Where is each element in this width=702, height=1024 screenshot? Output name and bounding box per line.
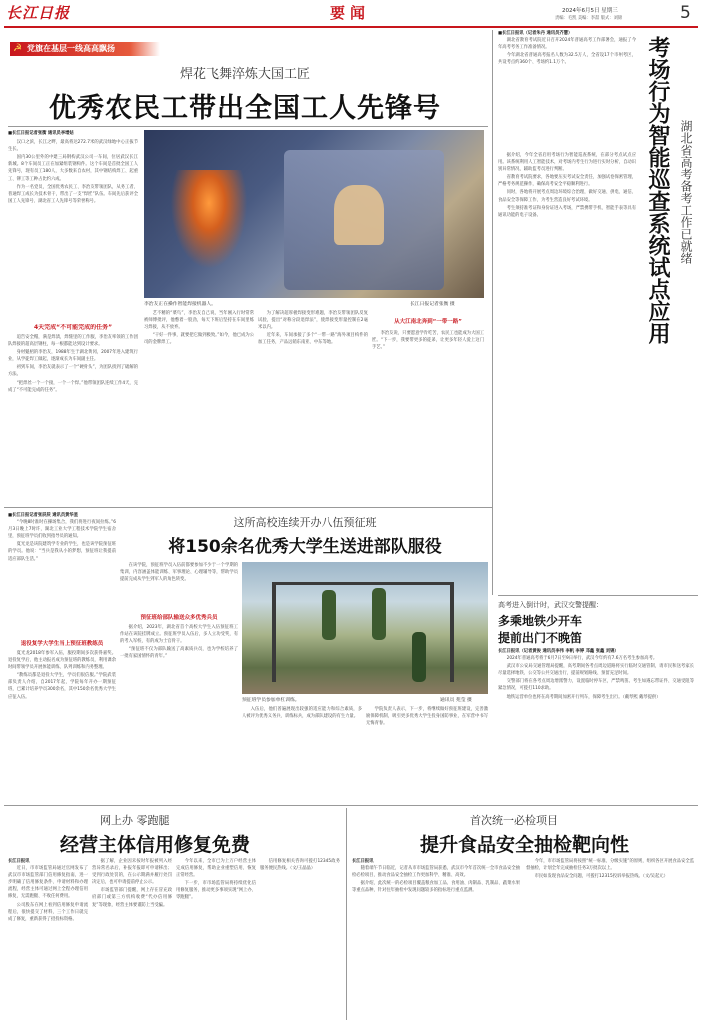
story2-column-1 [8,512,116,632]
story3-paragraph: 武汉市公安局交通管理局提醒，高考期间各考点周边道路将实行临时交通管制，请市民和送考家长尽量选择地铁、公交等公共交通出行，提前规划路线、预留充足时间。 [498,664,694,677]
right-story-paragraph: 今年湖北省普通高考报名人数为32.5万人，全省设17个市州考区，共设考点约360个、考场约1.1万个。 [498,53,636,66]
editor-credits: 责编：毛凯 美编：李喆 版式：刘锦 [555,16,623,21]
story2-column-3 [242,706,362,800]
story2-paragraph: 在该学院，预征班学员入伍前都要参加不少于一个学期的集训，内容涵盖体能训练、军事理论、心理辅导等，帮助学员提前完成从学生到军人的角色转变。 [120,563,238,583]
story2-column-2b [120,624,238,800]
story2-kicker: 这所高校连续开办八伍预征班 [233,516,377,529]
story1-paragraph: 李治友说，只要愿意学肯吃苦，农民工也能成为大国工匠。“下一步，我要带更多的徒弟，让更多年轻人爱上这门手艺。” [372,331,484,351]
story1-column-2 [144,310,254,504]
story4-column-4 [260,858,340,1020]
story1-column-1 [8,130,138,320]
story4-paragraph: 信用修复相关咨询可拨打12345政务服务便民热线。（文/王晶晶） [260,859,340,872]
story1-subheading-2: 从大江南北奔到“一带一路” [394,319,462,325]
story3-headline-2: 提前出门不晚笛 [498,631,583,645]
story2-paragraph: 据介绍，2023年，湖北省首个高校大学生入伍预征班工作站在该院挂牌成立。预征班学员入伍后，多人立功受奖，有的考入军校，有的成为士官骨干。 [120,625,238,645]
story2-column-2 [120,562,238,612]
story2-paragraph: 夏光龙2018年参军入伍，服役期间多次获得嘉奖。退役复学后，他主动报名成为预征班的教练员，利用课余时间带领学员开展体能训练、队列训练和内务整理。 [8,651,116,671]
story3-top-rule [498,595,698,596]
story4-column-1 [8,858,88,1020]
right-story-paragraph: 考生须持准考证和身份证进入考场，严禁携带手机、智能手表等具有通讯功能的电子设备。 [498,205,636,218]
story2-top-rule [4,507,492,508]
right-story-paragraph: 据介绍，今年全省启用考场行为智能巡查系统，在部分考点试点应用。该系统利用人工智能技术，对考场内考生行为进行实时分析，自动识别异常情况，辅助监考员进行判断。 [498,153,636,173]
story4-column-3 [176,858,256,1020]
story1-headline: 优秀农民工带出全国工人先锋号 [49,93,441,124]
story2-paragraph: 入伍后，他们普遍展现出较强的适应能力和综合素质，多人被评为优秀义务兵、训练标兵，成为部队建设的有生力量。 [242,707,362,720]
story1-paragraph: “干好一件事，就要把它做到极致。”如今，他已成为公司的金牌焊工。 [144,333,254,346]
story2-photo [242,562,488,694]
story2-subheading-2: 预征班给部队输送众多优秀兵员 [140,615,218,621]
story2-paragraph: 学院负责人表示，下一步，将继续做好预征班建设，完善激励保障机制，吸引更多优秀大学生投身国防事业，在军营中书写无悔青春。 [366,707,488,727]
story5-headline: 提升食品安全抽检靶向性 [420,834,630,856]
story4-top-rule [4,805,698,806]
right-story-column-2 [498,152,636,592]
right-story-subtitle: 湖北省高考备考工作已就绪 [679,120,693,264]
story1-paragraph: 身材魁梧的李治友，1988年生于湖北黄冈，2007年进入建筑行业，从学徒焊工做起，逐渐成长为车间副主任。 [8,350,138,363]
right-story-column-1 [498,30,636,150]
story2-paragraph: “教练员都是退役大学生，学员们很信服。”学院武装部负责人介绍，自2017年起，学院每年开办一期预征班，已累计培养学员300余名，其中150余名优秀大学生应征入伍。 [8,673,116,700]
story2-photo-caption: 预征班学员参加单杠训练。 [242,698,300,703]
story3-paragraph: 交警部门将在各考点周边增派警力，设置临时停车区，严禁鸣笛。考生如遇忘带证件、交通受阻等紧急情况，可拨打110求助。 [498,679,694,692]
story5-column-2 [526,858,694,1020]
right-story-vertical-divider [492,30,493,595]
story4-byline: 长江日报讯 [8,859,30,864]
story5-paragraph: 市民如发现食品安全问题，可拨打12315投诉举报热线。（文/吴起元） [534,874,668,880]
story1-paragraph: 初到车间，李治友就表示了一个“硬骨头”，为团队找到了破解的方法。 [8,365,138,378]
newspaper-logo: 长江日报 [6,4,71,22]
story2-headline: 将150余名优秀大学生送进部队服役 [168,537,442,557]
story1-column-1b [8,334,138,504]
story2-byline: ■长江日报记者张辰辰 通讯员黄华星 [8,513,79,518]
story5-paragraph: 今年，市市场监管局将按照“统一标准、分级实施”的原则，组织各区开展食品安全监督抽检，计划全年完成抽检任务3万批次以上。 [526,859,694,872]
story3-body [498,648,694,800]
story4-column-2 [92,858,172,1020]
story2-paragraph: 夏光龙是该院建筑学专业的学生，也是该学院预征班的学员。他说：“当兵是我从小的梦想，预征班让我提前适应部队生活。” [8,542,116,562]
story1-byline: ■长江日报记者张衡 通讯员李增姑 [8,131,74,136]
story4-kicker: 网上办 零跑腿 [100,814,170,827]
party-emblem-icon: ☭ [13,43,22,54]
story2-paragraph: “预征班不仅为部队输送了高素质兵员，也为学校培养了一批有家国情怀的青年。” [120,647,238,660]
story1-photo [144,130,484,298]
issue-date: 2024年6月5日 星期三 [562,8,618,14]
right-story-headline: 考场行为智能巡查系统试点应用 [645,36,670,344]
party-banner-label: 党旗在基层一线高高飘扬 [27,44,115,53]
story3-byline: 长江日报讯（记者黄俊 通讯员李伟 李帆 李婷 邓鑫 张鑫 刘锦） [498,649,619,654]
story1-divider [8,126,488,127]
story2-column-4 [366,706,488,800]
story1-paragraph: 追告安全帽，满是焊渍，焊缝里的工作服，李治友率领的工作团队焊接的超高层钢柱，每一根都能达到设计要求。 [8,335,138,348]
story1-paragraph: 为了解决超厚板焊接变形难题，李治友带领团队反复试验，提出“对称分段退焊法”，使焊接变形量控制在2毫米以内。 [258,311,368,331]
story4-paragraph: 今年以来，全市已为上万户经营主体完成信用修复，帮助企业重塑信用、恢复正常经营。 [176,859,256,879]
story4-paragraph: 下一步，市市场监管局将持续优化信用修复服务，推动更多事项实现“网上办、零跑腿”。 [176,881,256,901]
story3-kicker: 高考进入倒计时，武汉交警提醒： [498,601,603,609]
story1-paragraph: 汉口之滨，长江之畔，最高将达272.7米的武汉绿地中心正拔节生长。 [8,140,138,153]
story2-paragraph: “今晚8时准时在操场集合，我们将进行夜间拉练。”6月3日晚上7时许，湖北工业大学工程技术学院学生宿舍里，预征班学员们收到指导员的通知。 [8,520,116,540]
story4-paragraph: 公司股东在网上看到信用修复申请流程后，很快提交了材料，三个工作日就完成了修复，重新获得了招投标资格。 [8,902,88,922]
story4-paragraph: 近日，市市场监管局通过官网发布了武汉市市场监管部门信用修复指南，进一步明确了信用修复条件、申请材料和办理流程，经营主体可通过网上全程办理信用修复，无需跑腿、不收任何费用。 [8,866,88,900]
right-story-byline: ■长江日报讯（记者朱丹 通讯员齐慧） [498,31,573,36]
masthead-rule [4,26,698,28]
story1-column-4 [372,330,484,504]
story1-column-3 [258,310,368,504]
story1-paragraph: “把焊丝一个一个接，一个一个焊。”他带领团队连续工作4天，完成了“不可能完成的任务”。 [8,380,138,393]
story1-paragraph: 近年来，车间承接了多个“一带一路”海外项目构件的加工任务，产品远销东南亚、中东等地。 [258,333,368,346]
story5-paragraph: 据介绍，此次统一的必检项目覆盖粮食加工品、食用油、肉制品、乳制品、蔬菜水果等重点品种，针对往年抽检中发现问题较多的指标进行重点监测。 [352,881,520,894]
story1-paragraph: 作为一名党员，全国优秀农民工、李治友带领团队，从务工者、普通焊工成长为技术骨干，带出了一支“焊匠”队伍。车间先后获评全国工人先锋号、湖北省工人先锋号等荣誉称号。 [8,184,138,204]
story5-byline: 长江日报讯 [352,859,374,864]
story1-photo-credit: 长江日报记者张衡 摄 [410,302,455,307]
story4-headline: 经营主体信用修复免费 [60,834,251,856]
story1-paragraph: 国内30公里外的中建三局钢构武汉公司一车间，位居武汉长江新城。8个车间员工正在加紧组装钢构件。这个车间是首批全国工人先锋号，现有员工180人，大多数来自农村，其中钢结构焊工、起重工、铆工等工种占比约六成。 [8,155,138,182]
story2-column-1b [8,650,116,800]
masthead [0,0,702,26]
page-number: 5 [680,3,691,23]
story4-paragraph: 市场监管部门提醒，网上存在冒充政府部门或第三方机构收费“代办信用修复”等现象，经营主体要谨防上当受骗。 [92,888,172,908]
right-story-paragraph: 省教育考试院要求，各地要压实考试安全责任，加强试卷保密管理，严格考务规范操作，确保高考安全平稳顺利进行。 [498,175,636,188]
story3-headline-1: 多乘地铁少开车 [498,614,583,628]
story3-paragraph: 2024年普通高考将于6月7日至9日举行，武汉今年约有7.6万名考生参加高考。 [506,656,658,662]
story5-column-1 [352,858,520,1020]
story3-paragraph: 地铁运营单位也将在高考期间加密开行列车，保障考生出行。（戴琴熙 戴琴提供） [506,694,661,700]
story5-vertical-divider [346,808,347,1020]
right-story-paragraph: 湖北省教育考试院近日召开2024年普通高考工作部署会，通报了今年高考考务工作准备情况。 [498,38,636,51]
story4-paragraph: 据了解，企业因未按时年报被列入经营异常名录后，补报年报即可申请移出；受到行政处罚的，在公示期满并履行处罚决定后，也可申请提前停止公示。 [92,859,172,886]
right-story-paragraph: 同时，各地将开展考点周边环境综合治理，做好交通、供电、通信、食品安全等保障工作，为考生营造良好考试环境。 [498,190,636,203]
party-banner [10,42,160,56]
story1-kicker: 焊花飞舞淬炼大国工匠 [179,67,310,82]
story1-paragraph: 艺不精的“菜鸟”，李治友自己说，当年刚入行时常常被师傅批评，他憋着一股劲，每天下班后坚持在车间里练习焊接，从不放弃。 [144,311,254,331]
story2-photo-credit: 通讯员 苑莹 摄 [440,698,472,703]
story1-photo-caption: 李治友正在操作智能焊接机器人。 [144,302,216,307]
section-title: 要闻 [330,4,371,22]
story5-paragraph: 随着端午节日临近，记者从市市场监管局获悉，武汉市今年首次统一全市食品安全抽检必检项目，推动食品安全抽检工作更加科学、精准、高效。 [352,866,520,879]
story5-kicker: 首次统一必检项目 [470,814,558,827]
story2-subheading-1: 退役复学大学生当上预征班教练员 [20,641,104,647]
story1-subheading-1: 4天完成“不可能完成的任务” [33,324,113,331]
